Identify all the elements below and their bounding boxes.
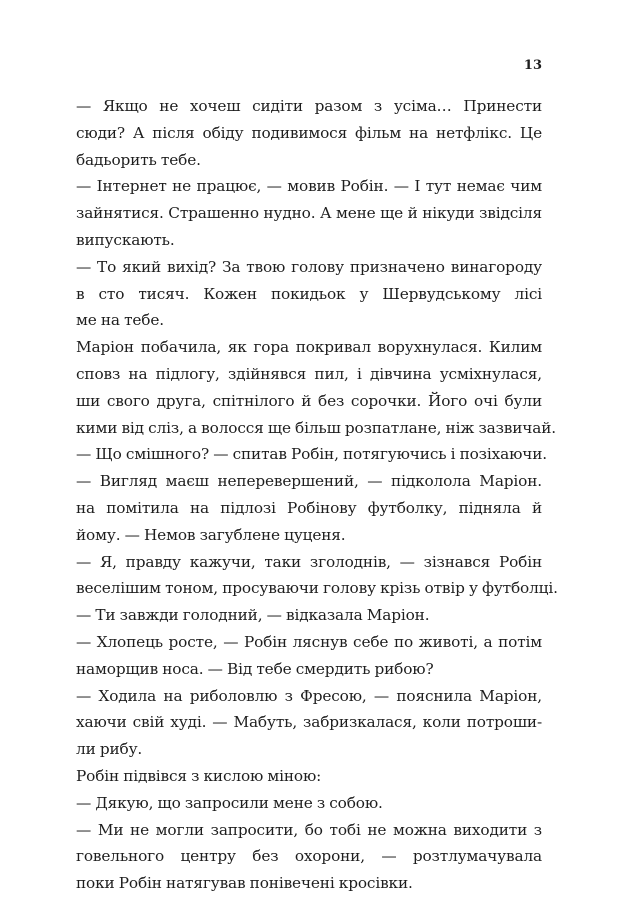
text-line: йому. — Немов загублене цуценя. (76, 525, 346, 544)
paragraph (76, 629, 542, 683)
text-line: сюди? А після обіду подивимося фільм на нетфлікс. Це (76, 123, 542, 142)
paragraph (76, 602, 542, 629)
page-number: 13 (523, 58, 542, 73)
text-line: бадьорить тебе. (76, 150, 201, 169)
text-line: в сто тисяч. Кожен покидьок у Шервудському лісі (76, 284, 542, 303)
text-line: — То який вихід? За твою голову призначено винагороду (76, 257, 542, 276)
paragraph (76, 817, 542, 897)
text-line: — Дякую, що запросили мене з собою. (76, 793, 383, 812)
text-line: наморщив носа. — Від тебе смердить рибою? (76, 659, 434, 678)
text-line: Робін підвівся з кислою міною: (76, 766, 322, 785)
text-line: — Хлопець росте, — Робін ляснув себе по животі, а потім (76, 632, 542, 651)
paragraph (76, 763, 542, 790)
text-line: ме на тебе. (76, 311, 164, 330)
paragraph (76, 254, 542, 334)
text-line: говельного центру без охорони, — розтлумачувала (76, 847, 542, 866)
text-line: — Інтернет не працює, — мовив Робін. — І тут немає чим (76, 177, 542, 196)
text-line: поки Робін натягував понівечені кросівки. (76, 874, 413, 893)
text-line: — Ти завжди голодний, — відказала Маріон. (76, 606, 430, 625)
paragraph (76, 683, 542, 763)
text-line: зайнятися. Страшенно нудно. А мене ще й нікуди звідсіля (76, 204, 542, 223)
text-line: — Що смішного? — спитав Робін, потягуючись і позіхаючи. (76, 445, 547, 464)
text-line: на помітила на підлозі Робінову футболку, підняла й (76, 498, 542, 517)
paragraph (76, 334, 556, 441)
paragraph (76, 93, 542, 173)
text-line: — Якщо не хочеш сидіти разом з усіма… Принести (76, 97, 542, 115)
text-line: — Ходила на риболовлю з Фресою, — пояснила Маріон, (76, 686, 542, 705)
paragraph (76, 790, 542, 817)
text-line: хаючи свій худі. — Мабуть, забризкалася, коли потроши- (76, 713, 542, 732)
paragraph (76, 468, 542, 548)
text-line: — Ми не могли запросити, бо тобі не можна виходити з (76, 820, 542, 839)
paragraph (76, 173, 542, 253)
text-line: — Я, правду кажучи, таки зголоднів, — зізнався Робін (76, 552, 542, 571)
text-line: сповз на підлогу, здійнявся пил, і дівчина усміхнулася, (76, 364, 542, 383)
body-text (76, 93, 558, 897)
text-line: Маріон побачила, як гора покривал ворухнулася. Килим (76, 338, 542, 357)
text-line: веселішим тоном, просуваючи голову крізь отвір у футболці. (76, 579, 558, 598)
text-line: ли рибу. (76, 740, 143, 759)
text-line: — Вигляд маєш неперевершений, — підколола Маріон. (76, 472, 542, 491)
text-line: випускають. (76, 230, 175, 249)
paragraph (76, 441, 547, 468)
text-line: ши свого друга, спітнілого й без сорочки. Його очі були (76, 391, 542, 410)
paragraph (76, 549, 558, 603)
text-line: кими від сліз, а волосся ще більш розпатлане, ніж зазвичай. (76, 418, 556, 437)
